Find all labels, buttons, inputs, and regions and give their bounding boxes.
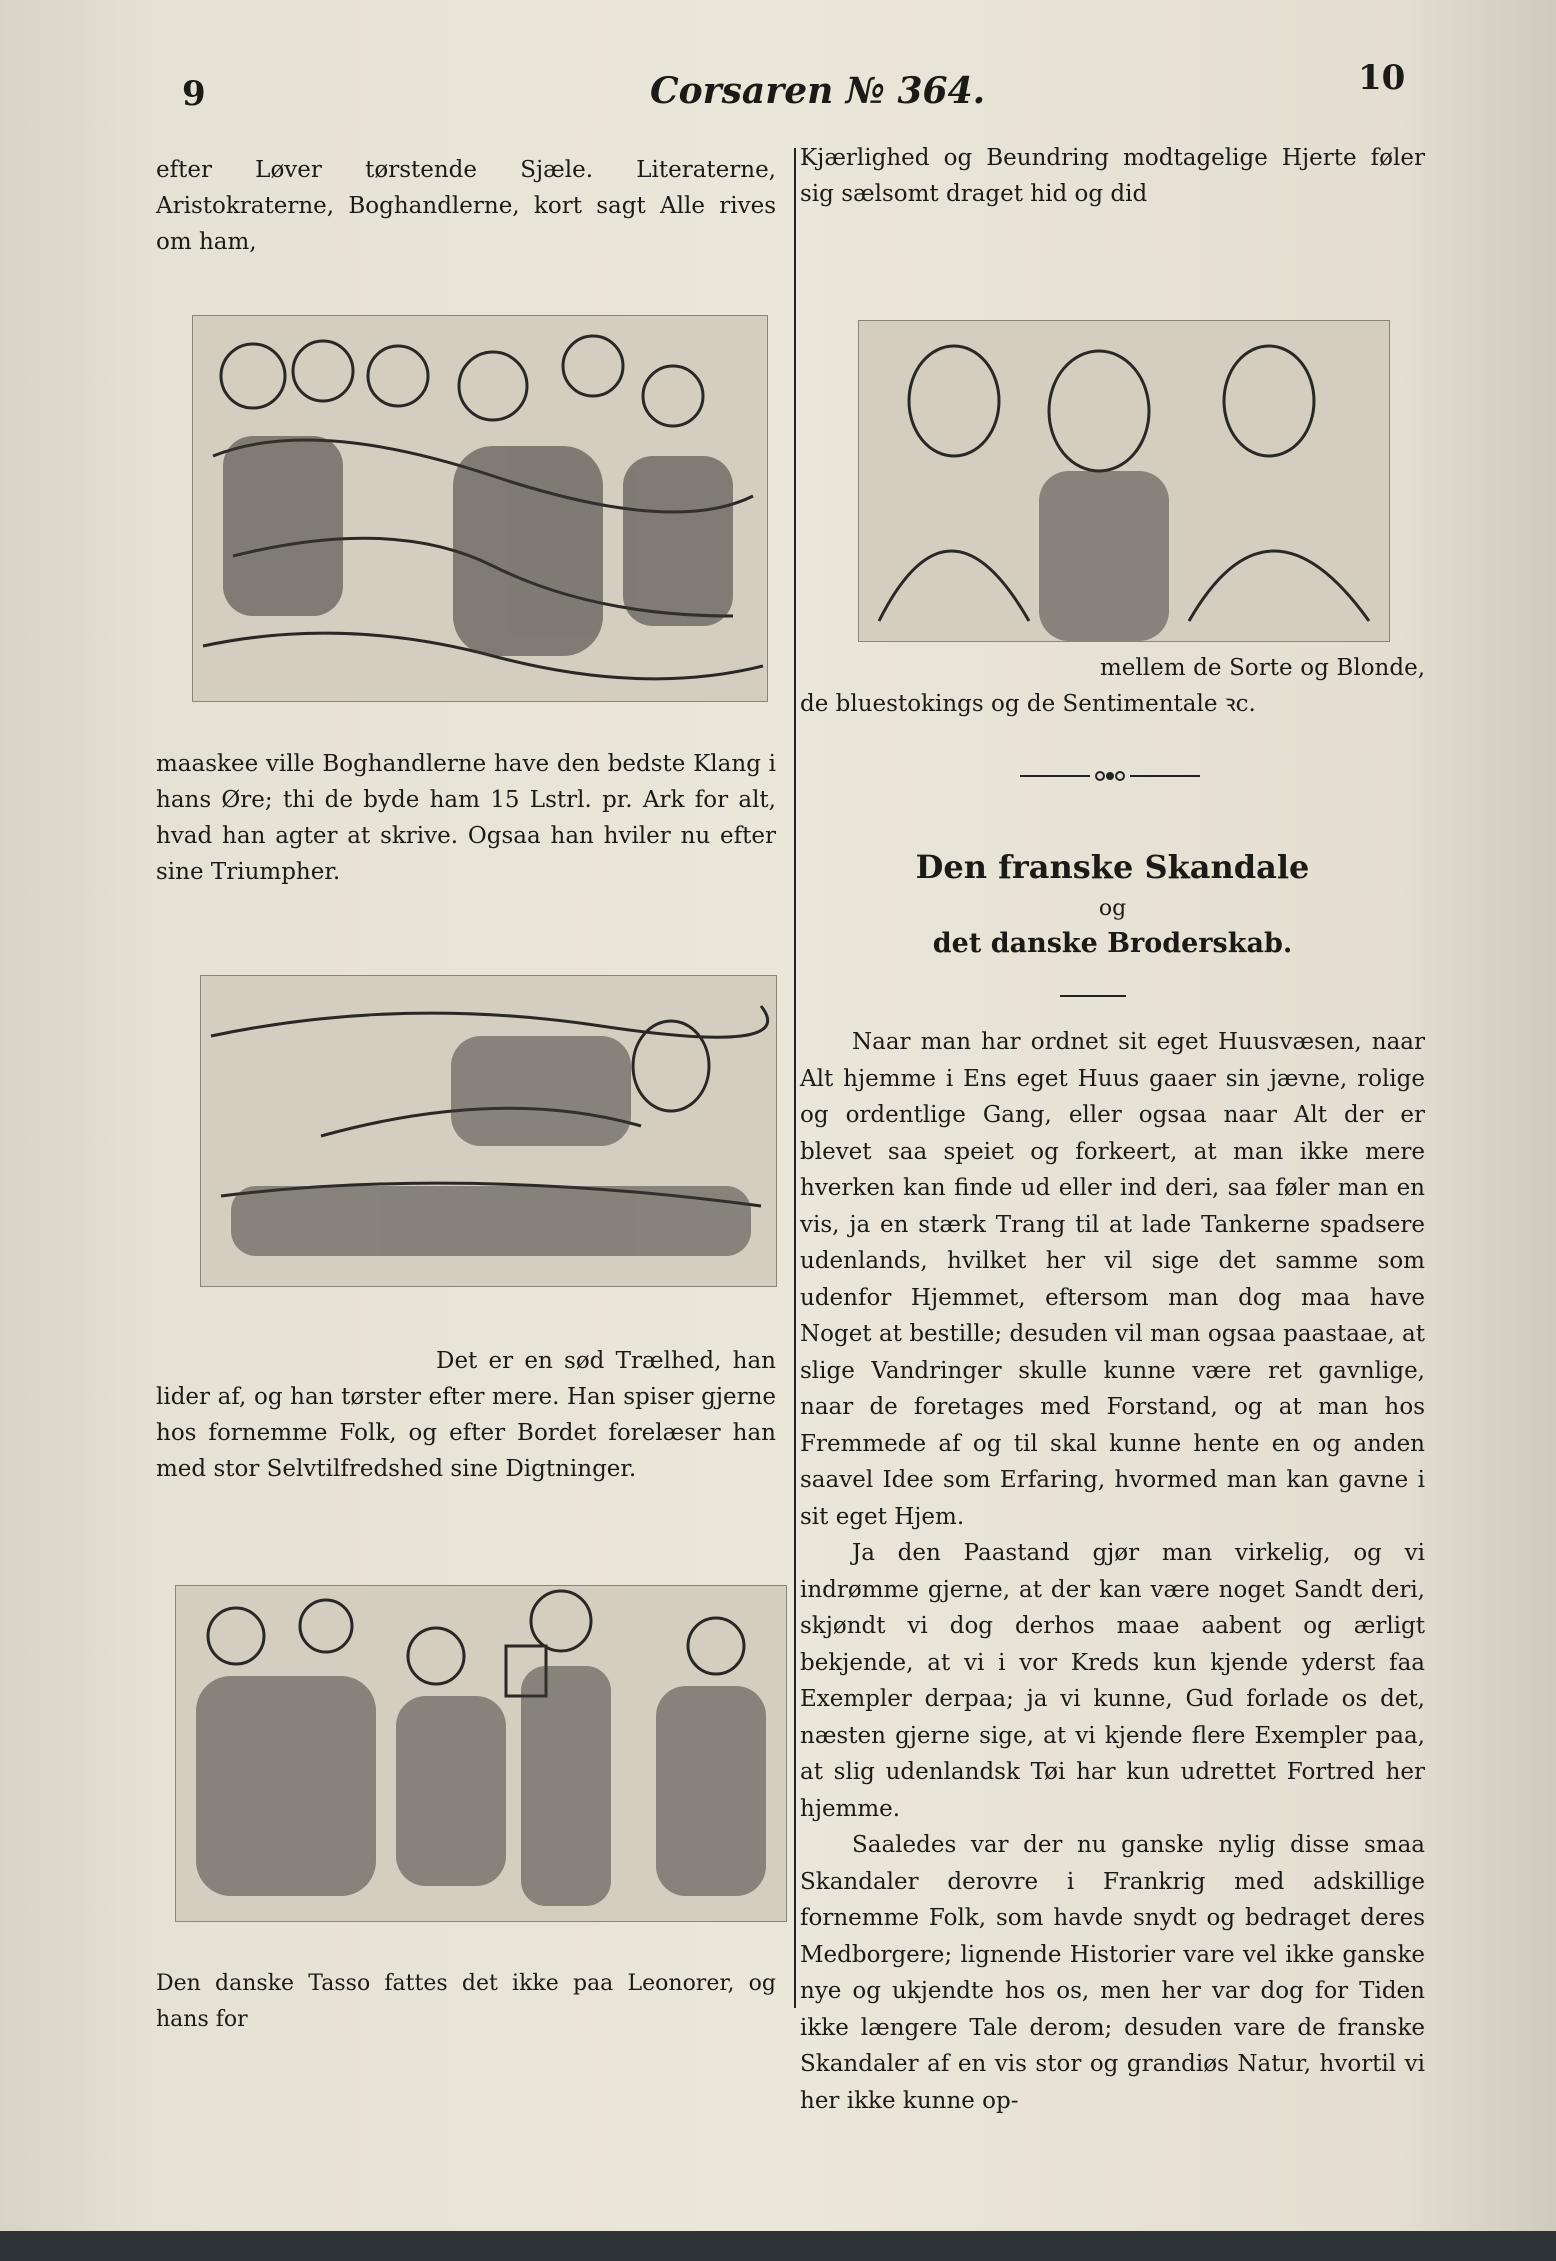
article-paragraph-2: Ja den Paastand gjør man virkelig, og vi indrømme gjerne, at der kan være noget Sandt deri, skjøndt vi dog derhos maae aabent og ærligt bekjende, at vi i vor Kreds kun kjende yderst faa Exempler derpaa; ja vi kunne, Gud forlade os det, næsten gjerne sige, at vi kjende flere Exempler paa, at slig udenlandsk Tøi har kun udrettet Fortred her hjemme. bbox=[800, 1540, 1425, 1822]
page-number-left: 9 bbox=[182, 74, 206, 114]
right-paragraph-1: Kjærlighed og Beundring modtagelige Hjerte føler sig sælsomt draget hid og did bbox=[800, 145, 1425, 207]
left-paragraph-1: efter Løver tørstende Sjæle. Literaterne, Aristokraterne, Boghandlerne, kort sagt Alle rives om ham, bbox=[156, 157, 776, 255]
article-paragraph-3: Saaledes var der nu ganske nylig disse smaa Skandaler derovre i Frankrig med adskillige fornemme Folk, som havde snydt og bedraget deres Medborgere; lignende Historier vare vel ikke ganske nye og ukjendte hos os, men her var dog for Tiden ikke længere Tale derom; desuden vare de franske Skandaler af en vis stor og grandiøs Natur, hvortil vi her ikke kunne op- bbox=[800, 1832, 1425, 2114]
right-paragraph-2: mellem de Sorte og Blonde, de bluestokings og de Sentimentale ꝛc. bbox=[800, 655, 1425, 717]
left-text-block-1 bbox=[156, 152, 776, 260]
masthead: Corsaren № 364. bbox=[650, 70, 986, 112]
left-paragraph-4: Den danske Tasso fattes det ikke paa Leonorer, og hans for bbox=[156, 1971, 776, 2032]
left-text-block-3 bbox=[156, 1343, 776, 1487]
ornament-divider bbox=[1020, 770, 1200, 782]
article-subtitle: det danske Broderskab. bbox=[932, 928, 1293, 959]
left-text-block-2 bbox=[156, 746, 776, 890]
illustration-reclining-man bbox=[200, 975, 777, 1287]
page-number-right: 10 bbox=[1358, 58, 1406, 98]
article-paragraph-1: Naar man har ordnet sit eget Huusvæsen, naar Alt hjemme i Ens eget Huus gaaer sin jævne, rolige og ordentlige Gang, eller ogsaa naar Alt der er blevet saa speiet og forkeert, at man ikke mere hverken kan finde ud eller ind deri, saa føler man en vis, ja en stærk Trang til at lade Tankerne spadsere udenlands, hvilket her vil sige det samme som udenfor Hjemmet, eftersom man dog maa have Noget at bestille; desuden vil man ogsaa paastaae, at slige Vandringer skulle kunne være ret gavnlige, naar de foretages med Forstand, og at man hos Fremmede af og til skal kunne hente en og anden saavel Idee som Erfaring, hvormed man kan gavne i sit eget Hjem. bbox=[800, 1029, 1425, 1530]
illustration-reading-gathering bbox=[175, 1585, 787, 1922]
article-title: Den franske Skandale bbox=[915, 848, 1310, 886]
left-text-block-4 bbox=[156, 1966, 776, 2038]
article-title-conjunction: og bbox=[1098, 896, 1127, 921]
right-text-block-2 bbox=[800, 650, 1425, 722]
right-text-block-1 bbox=[800, 140, 1425, 212]
left-paragraph-2: maaskee ville Boghandlerne have den bedste Klang i hans Øre; thi de byde ham 15 Lstrl. pr. Ark for alt, hvad han agter at skrive. Ogsaa han hviler nu efter sine Triumpher. bbox=[156, 751, 776, 885]
illustration-man-between-women bbox=[858, 320, 1390, 642]
column-divider bbox=[794, 148, 796, 2008]
article-body bbox=[800, 1024, 1425, 2119]
title-rule bbox=[1060, 995, 1126, 997]
illustration-crowd-pulling bbox=[192, 315, 768, 702]
left-paragraph-3: Det er en sød Trælhed, han lider af, og han tørster efter mere. Han spiser gjerne hos fornemme Folk, og efter Bordet forelæser han med stor Selvtilfredshed sine Digtninger. bbox=[156, 1348, 776, 1482]
